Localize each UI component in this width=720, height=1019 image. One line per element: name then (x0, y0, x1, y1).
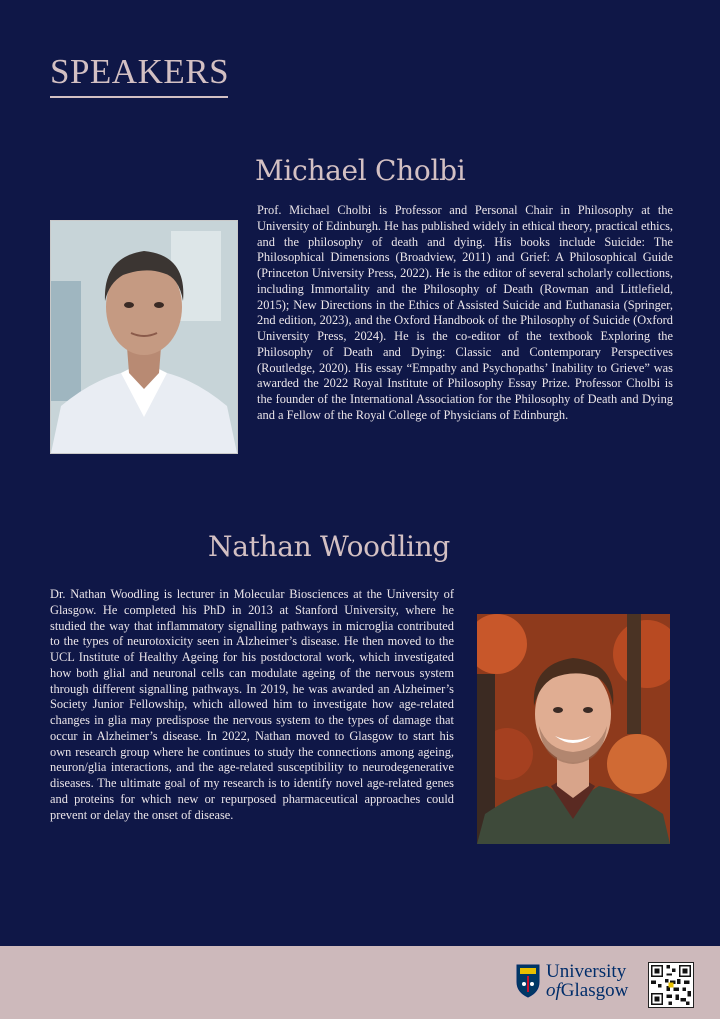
heading-underline (50, 96, 228, 98)
speaker-name-cholbi: Michael Cholbi (255, 154, 466, 187)
speaker-photo-woodling (477, 614, 670, 844)
speaker-name-woodling: Nathan Woodling (208, 530, 450, 563)
logo-text-glasgow (546, 981, 628, 1001)
page-heading: SPEAKERS (50, 52, 230, 91)
speaker-photo-cholbi (50, 220, 238, 454)
university-crest-icon (516, 964, 540, 998)
speaker-bio-woodling: Dr. Nathan Woodling is lecturer in Molecular Biosciences at the University of Glasgow. He completed his PhD in 2013 at Stanford University, where he studied the way that inflammatory signalling pathways in microglia contributed to the types of neurotoxicity seen in Alzheimer’s disease. He then moved to the UCL Institute of Healthy Ageing for his postdoctoral work, which investigated how both glial and neuronal cells can modulate ageing of the nervous system through different signalling pathways. In 2019, he was awarded an Alzheimer’s Society Junior Fellowship, which allowed him to investigate how age-related changes in glia may predispose the nervous system to the types of damage that occur in Alzheimer’s disease. In 2022, Nathan moved to Glasgow to start his own research group where he continues to study the connections among ageing, neuron/glia interactions, and the age-related susceptibility to neurodegenerative diseases. The ultimate goal of my research is to identify novel age-related genes and proteins for which new or repurposed pharmaceutical approaches could prevent or delay the onset of disease. (50, 587, 454, 822)
logo-text-of: of (546, 980, 561, 1001)
logo-text-glasgow-word: Glasgow (560, 980, 629, 1001)
qr-code-icon[interactable] (648, 962, 694, 1008)
university-logo (516, 962, 636, 1006)
speaker-bio-cholbi: Prof. Michael Cholbi is Professor and Personal Chair in Philosophy at the University of Edinburgh. He has published widely in ethical theory, practical ethics, and the philosophy of death and dying. His books include Suicide: The Philosophical Dimensions (Broadview, 2011) and Grief: A Philosophical Guide (Princeton University Press, 2022). He is the editor of several scholarly collections, including Immortality and the Philosophy of Death (Rowman and Littlefield, 2015); New Directions in the Ethics of Assisted Suicide and Euthanasia (Springer, 2nd edition, 2023), and the Oxford Handbook of the Philosophy of Suicide (Oxford University Press, 2024). He is the co-editor of the textbook Exploring the Philosophy of Death and Dying: Classic and Contemporary Perspectives (Routledge, 2020). His essay “Empathy and Psychopaths’ Inability to Grieve” was awarded the 2022 Royal Institute of Philosophy Essay Prize. Professor Cholbi is the founder of the International Association for the Philosophy of Death and Dying and a Fellow of the Royal College of Physicians of Edinburgh. (257, 203, 674, 422)
logo-text-university: University (546, 961, 627, 982)
